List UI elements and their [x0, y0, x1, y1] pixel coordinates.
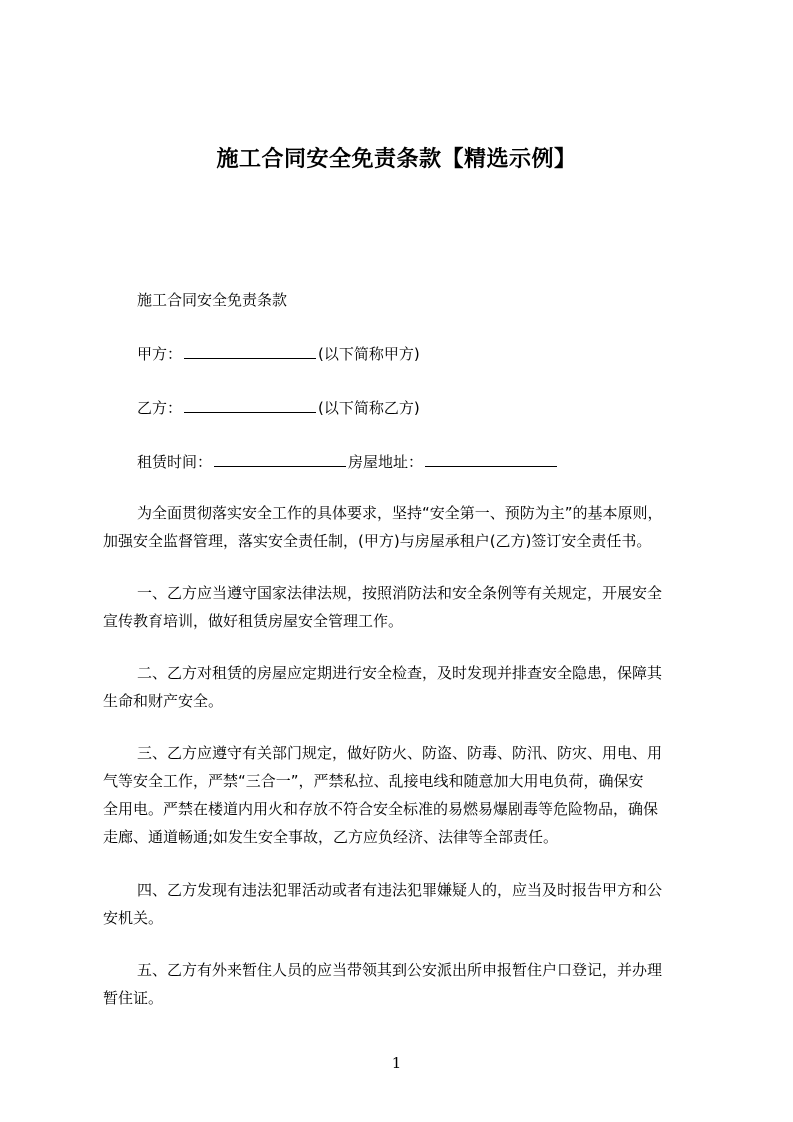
party-b-line — [103, 395, 737, 422]
paragraph-line: 四、乙方发现有违法犯罪活动或者有违法犯罪嫌疑人的，应当及时报告甲方和公 — [137, 881, 663, 899]
paragraph-clause-4 — [103, 876, 703, 932]
paragraph-line: 走廊、通道畅通;如发生安全事故，乙方应负经济、法律等全部责任。 — [103, 828, 559, 846]
paragraph-line: 全用电。严禁在楼道内用火和存放不符合安全标准的易燃易爆剧毒等危险物品，确保 — [103, 800, 659, 818]
lease-info-line — [103, 449, 737, 476]
paragraph-line: 五、乙方有外来暂住人员的应当带领其到公安派出所申报暂住户口登记，并办理 — [137, 961, 663, 979]
party-a-blank — [184, 343, 316, 359]
paragraph-line: 加强安全监督管理，落实安全责任制，(甲方)与房屋承租户(乙方)签订安全责任书。 — [103, 532, 652, 550]
paragraph-clause-3 — [103, 739, 703, 851]
lease-time-blank — [214, 451, 346, 467]
party-b-note: (以下简称乙方) — [318, 399, 420, 417]
paragraph-line: 生命和财产安全。 — [103, 692, 224, 710]
party-b-label: 乙方： — [137, 399, 183, 417]
lease-time-label: 租赁时间： — [137, 453, 213, 471]
paragraph-line: 气等安全工作，严禁“三合一”，严禁私拉、乱接电线和随意加大用电负荷，确保安 — [103, 772, 644, 790]
page-number: 1 — [391, 1054, 402, 1072]
paragraph-clause-2 — [103, 659, 703, 715]
paragraph-line: 二、乙方对租赁的房屋应定期进行安全检查，及时发现并排查安全隐患，保障其 — [137, 664, 663, 682]
party-a-label: 甲方： — [137, 345, 183, 363]
address-blank — [425, 451, 557, 467]
paragraph-clause-5 — [103, 956, 703, 1012]
paragraph-line: 暂住证。 — [103, 989, 164, 1007]
party-a-line — [103, 341, 737, 368]
paragraph-line: 宣传教育培训，做好租赁房屋安全管理工作。 — [103, 612, 404, 630]
address-label: 房屋地址： — [348, 453, 424, 471]
paragraph-line: 一、乙方应当遵守国家法律法规，按照消防法和安全条例等有关规定，开展安全 — [137, 584, 663, 602]
paragraph-clause-1 — [103, 579, 703, 635]
paragraph-line: 三、乙方应遵守有关部门规定，做好防火、防盗、防毒、防汛、防灾、用电、用 — [137, 744, 663, 762]
document-title: 施工合同安全免责条款【精选示例】 — [216, 147, 577, 172]
party-b-blank — [184, 397, 316, 413]
document-subtitle: 施工合同安全免责条款 — [137, 291, 288, 309]
paragraph-line: 安机关。 — [103, 909, 164, 927]
paragraph-intro — [103, 499, 703, 555]
paragraph-line: 为全面贯彻落实安全工作的具体要求，坚持“安全第一、预防为主”的基本原则， — [137, 504, 663, 522]
party-a-note: (以下简称甲方) — [318, 345, 420, 363]
